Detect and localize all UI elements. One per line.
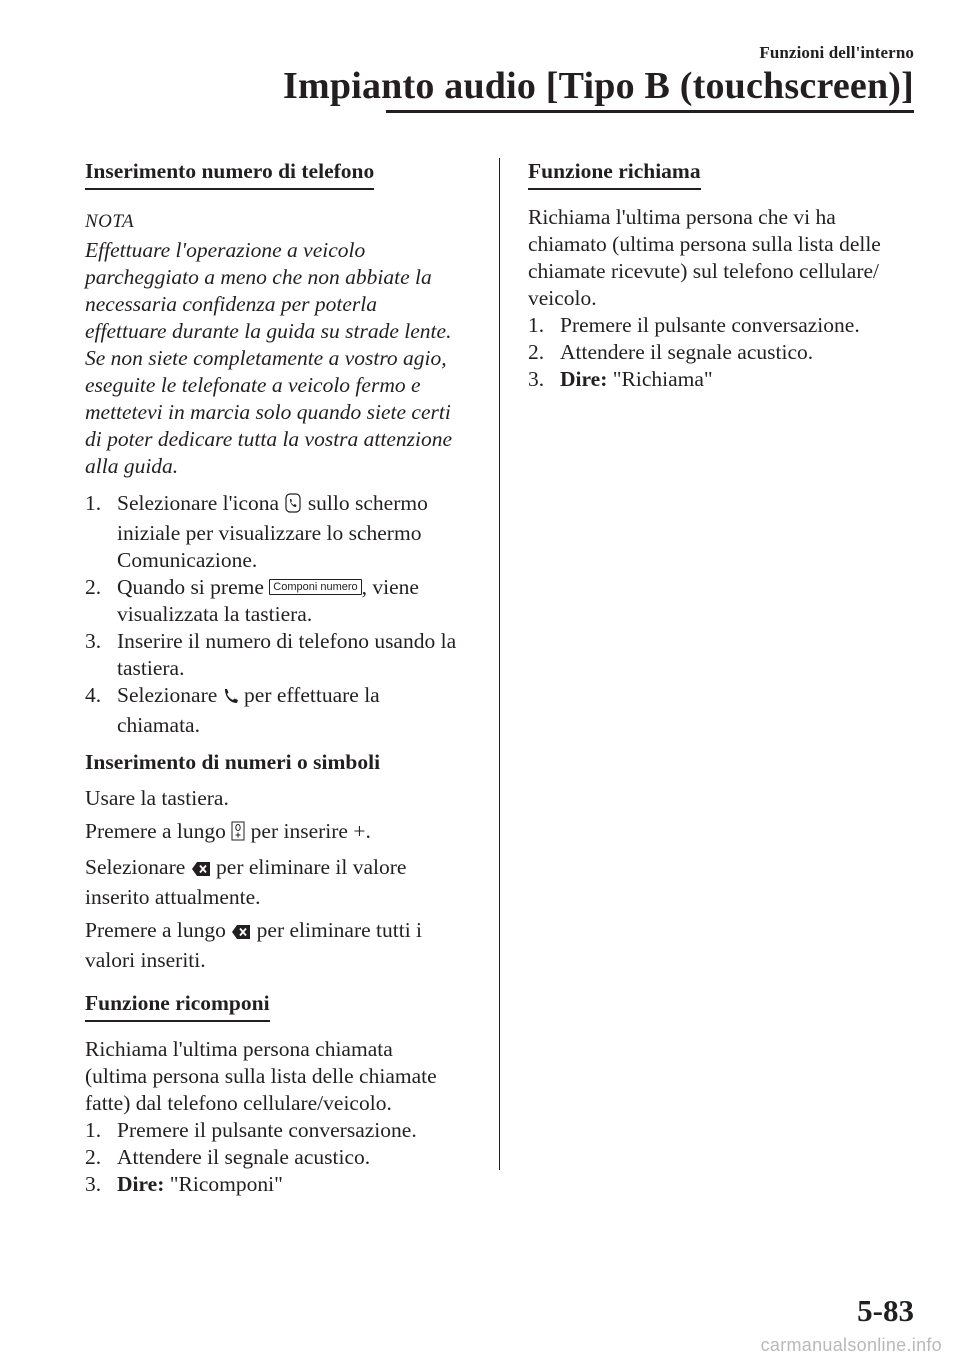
step-text: chiamata. [117, 713, 200, 737]
page-header [0, 0, 960, 120]
list-item [528, 339, 918, 366]
backspace-icon [231, 920, 251, 947]
list-item [85, 490, 480, 574]
step-text: visualizzata la tastiera. [117, 602, 313, 626]
step-keyword: Dire: [560, 367, 608, 391]
text: Premere a lungo [85, 819, 226, 843]
column-divider [499, 158, 500, 1170]
phone-input-steps [85, 490, 480, 739]
step-text: tastiera. [117, 656, 185, 680]
step-text: "Ricomponi" [164, 1172, 283, 1196]
callback-steps [528, 312, 918, 393]
step-text: Comunicazione. [117, 548, 258, 572]
heading-redial-function: Funzione ricomponi [85, 990, 270, 1022]
phone-call-icon [223, 685, 239, 712]
step-text: iniziale per visualizzare lo schermo [117, 521, 422, 545]
paragraph: Richiama l'ultima persona che vi ha [528, 205, 836, 229]
step-number: 2. [528, 340, 545, 364]
paragraph: valori inseriti. [85, 948, 206, 972]
step-number: 1. [85, 1118, 102, 1142]
step-number: 3. [528, 367, 545, 391]
symbols-block [85, 785, 480, 974]
note-line: Effettuare l'operazione a veicolo [85, 238, 366, 262]
paragraph: Usare la tastiera. [85, 786, 229, 810]
note-line: eseguite le telefonate a veicolo fermo e [85, 373, 421, 397]
step-number: 1. [85, 491, 102, 515]
step-number: 2. [85, 1145, 102, 1169]
heading-phone-number-input: Inserimento numero di telefono [85, 158, 374, 190]
text: per inserire +. [250, 819, 371, 843]
step-text: , viene [361, 575, 419, 599]
step-number: 3. [85, 629, 102, 653]
step-number: 2. [85, 575, 102, 599]
step-text: Selezionare l'icona [117, 491, 280, 515]
list-item [85, 574, 480, 628]
paragraph: chiamate ricevute) sul telefono cellulare/ [528, 259, 879, 283]
step-number: 1. [528, 313, 545, 337]
paragraph [85, 818, 480, 848]
communication-icon [284, 493, 302, 520]
paragraph: fatte) dal telefono cellulare/veicolo. [85, 1091, 392, 1115]
note-line: mettetevi in marcia solo quando siete certi [85, 400, 451, 424]
page-title: Impianto audio [Tipo B (touchscreen)] [283, 65, 914, 107]
header-rule [386, 110, 914, 113]
list-item [528, 312, 918, 339]
note-label: NOTA [85, 211, 135, 232]
callback-block [528, 204, 918, 312]
paragraph: Richiama l'ultima persona chiamata [85, 1037, 393, 1061]
paragraph: inserito attualmente. [85, 885, 261, 909]
step-text: Quando si preme [117, 575, 264, 599]
backspace-icon [191, 857, 211, 884]
step-text: Premere il pulsante conversazione. [117, 1118, 417, 1142]
paragraph [85, 854, 480, 884]
step-text: per effettuare la [244, 683, 380, 707]
list-item [85, 1117, 480, 1144]
note-line: necessaria confidenza per poterla [85, 292, 377, 316]
step-number: 4. [85, 683, 102, 707]
note-line: Se non siete completamente a vostro agio, [85, 346, 447, 370]
step-text: Attendere il segnale acustico. [560, 340, 814, 364]
list-item [85, 1171, 480, 1198]
header-section-name: Funzioni dell'interno [759, 43, 914, 62]
text: per eliminare il valore [216, 855, 407, 879]
list-item [528, 366, 918, 393]
paragraph: (ultima persona sulla lista delle chiamate [85, 1064, 437, 1088]
paragraph: chiamato (ultima persona sulla lista delle [528, 232, 881, 256]
watermark: carmanualsonline.info [760, 1335, 942, 1355]
heading-callback-function: Funzione richiama [528, 158, 701, 190]
list-item [85, 628, 480, 682]
right-column [528, 158, 918, 393]
step-text: "Richiama" [607, 367, 713, 391]
redial-block [85, 1036, 480, 1117]
text: Premere a lungo [85, 918, 226, 942]
page-number: 5-83 [857, 1293, 914, 1328]
text: Selezionare [85, 855, 186, 879]
step-keyword: Dire: [117, 1172, 165, 1196]
step-text: Inserire il numero di telefono usando la [117, 629, 457, 653]
left-column [85, 158, 480, 1198]
step-number: 3. [85, 1172, 102, 1196]
text: per eliminare tutti i [256, 918, 423, 942]
redial-steps [85, 1117, 480, 1198]
step-text: sullo schermo [307, 491, 428, 515]
note-line: parcheggiato a meno che non abbiate la [85, 265, 432, 289]
list-item [85, 682, 480, 739]
step-text: Premere il pulsante conversazione. [560, 313, 860, 337]
note-block [85, 208, 480, 480]
zero-plus-key-icon [231, 821, 245, 848]
heading-numbers-symbols: Inserimento di numeri o simboli [85, 750, 381, 774]
paragraph [85, 917, 480, 947]
note-line: di poter dedicare tutta la vostra attenzione [85, 427, 453, 451]
note-line: alla guida. [85, 454, 179, 478]
dial-number-button-icon: Componi numero [269, 579, 361, 595]
note-line: effettuare durante la guida su strade lente. [85, 319, 452, 343]
step-text: Selezionare [117, 683, 218, 707]
paragraph: veicolo. [528, 286, 597, 310]
step-text: Attendere il segnale acustico. [117, 1145, 371, 1169]
list-item [85, 1144, 480, 1171]
